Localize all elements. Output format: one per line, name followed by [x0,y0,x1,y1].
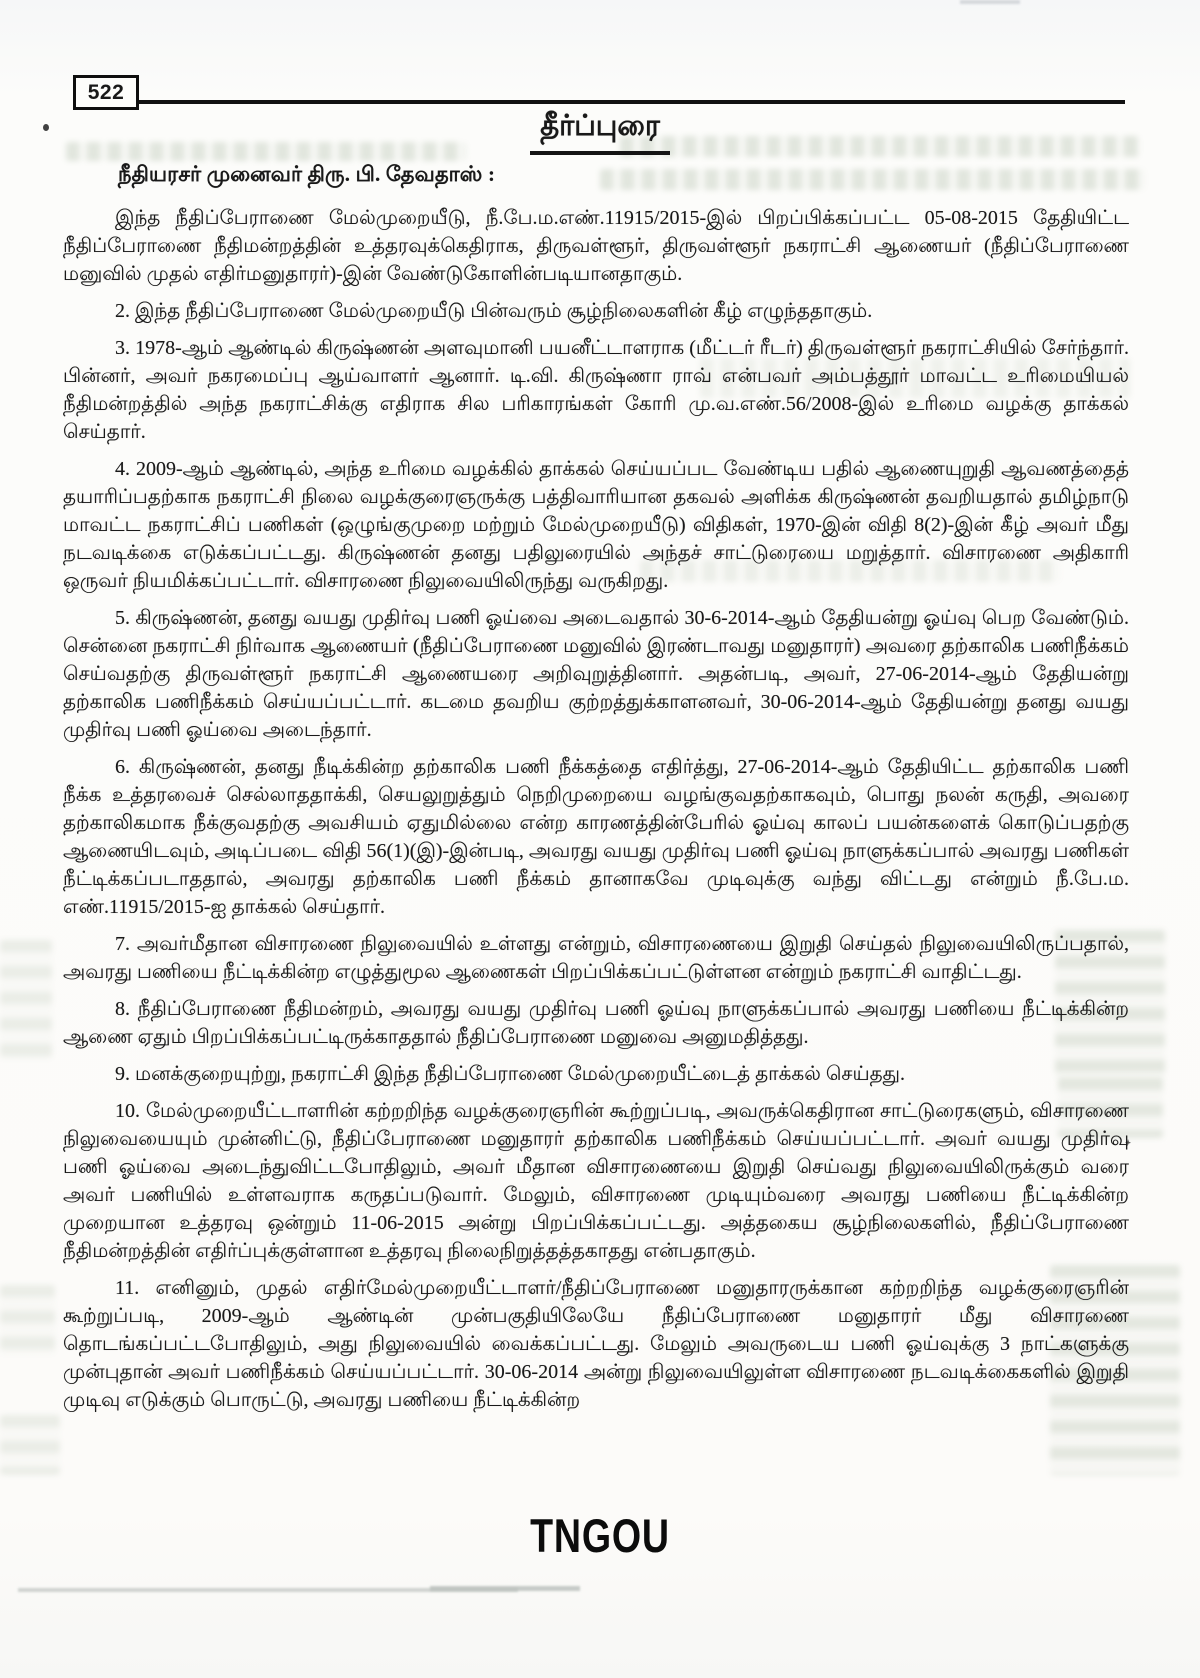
page-number-label: 522 [87,80,125,104]
judgment-paragraph: 6. கிருஷ்ணன், தனது நீடிக்கின்ற தற்காலிக பணி நீக்கத்தை எதிர்த்து, 27-06-2014-ஆம் தேதியிட்ட தற்காலிக பணி நீக்க உத்தரவைச் செல்லாததாக்கி, செயலுறுத்தும் நெறிமுறையை வழங்குவதற்காகவும், பொது நலன் கருதி, அவரை தற்காலிகமாக நீக்குவதற்கு அவசியம் ஏதுமில்லை என்ற காரணத்தின்பேரில் ஓய்வு காலப் பயன்களைக் கொடுப்பதற்கு ஆணையிடவும், அடிப்படை விதி 56(1)(இ)-இன்படி, அவரது வயது முதிர்வு பணி ஓய்வு நாளுக்கப்பால் அவரது பணிகள் நீட்டிக்கப்படாததால், அவரது தற்காலிக பணி நீக்கம் தானாகவே முடிவுக்கு வந்து விட்டது என்றும் நீ.பே.ம. எண்.11915/2015-ஐ தாக்கல் செய்தார். [63,756,1129,918]
judgment-title-row [0,110,1200,155]
judgment-paragraph: 5. கிருஷ்ணன், தனது வயது முதிர்வு பணி ஓய்வை அடைவதால் 30-6-2014-ஆம் தேதியன்று ஓய்வு பெற வேண்டும். சென்னை நகராட்சி நிர்வாக ஆணையர் (நீதிப்பேராணை மனுவில் இரண்டாவது மனுதாரர்) அவரை தற்காலிக பணிநீக்கம் செய்வதற்கு திருவள்ளூர் நகராட்சி ஆணையரை அறிவுறுத்தினார். அதன்படி, அவர், 27-06-2014-ஆம் தேதியன்று தற்காலிக பணிநீக்கம் செய்யப்பட்டார். கடமை தவறிய குற்றத்துக்காளனவர், 30-06-2014-ஆம் தேதியன்று தனது வயது முதிர்வு பணி ஓய்வை அடைந்தார். [63,607,1129,741]
judgment-paragraph: 3. 1978-ஆம் ஆண்டில் கிருஷ்ணன் அளவுமானி பயனீட்டாளராக (மீட்டர் ரீடர்) திருவள்ளூர் நகராட்சியில் சேர்ந்தார். பின்னர், அவர் நகரமைப்பு ஆய்வாளர் ஆனார். டி.வி. கிருஷ்ணா ராவ் என்பவர் அம்பத்தூர் மாவட்ட உரிமையியல் நீதிமன்றத்தில் அந்த நகராட்சிக்கு எதிராக சில பரிகாரங்கள் கோரி மு.வ.எண்.56/2008-இல் உரிமை வழக்கு தாக்கல் செய்தார். [63,337,1129,443]
judgment-paragraph: 8. நீதிப்பேராணை நீதிமன்றம், அவரது வயது முதிர்வு பணி ஓய்வு நாளுக்கப்பால் அவரது பணியை நீட்டிக்கின்ற ஆணை ஏதும் பிறப்பிக்கப்பட்டிருக்காததால் நீதிப்பேராணை மனுவை அனுமதித்தது. [63,998,1129,1048]
bleedthrough-artifact [600,169,1145,190]
judgment-paragraph: 11. எனினும், முதல் எதிர்மேல்முறையீட்டாளர்/நீதிப்பேராணை மனுதாரருக்கான கற்றறிந்த வழக்குரைஞரின் கூற்றுப்படி, 2009-ஆம் ஆண்டின் முன்பகுதியிலேயே நீதிப்பேராணை மனுதாரர் மீது விசாரணை தொடங்கப்பட்டபோதிலும், அது நிலுவையில் வைக்கப்பட்டது. மேலும் அவருடைய பணி ஓய்வுக்கு 3 நாட்களுக்கு முன்புதான் அவர் பணிநீக்கம் செய்யப்பட்டார். 30-06-2014 அன்று நிலுவையிலுள்ள விசாரணை நடவடிக்கைகளில் இறுதி முடிவு எடுக்கும் பொருட்டு, அவரது பணியை நீட்டிக்கின்ற [63,1277,1129,1411]
judge-name-line: நீதியரசர் முனைவர் திரு. பி. தேவதாஸ் : [118,162,496,186]
judgment-paragraph: 10. மேல்முறையீட்டாளரின் கற்றறிந்த வழக்குரைஞரின் கூற்றுப்படி, அவருக்கெதிரான சாட்டுரைகளும், விசாரணை நிலுவையையும் முன்னிட்டு, நீதிப்பேராணை மனுதாரர் தற்காலிக பணிநீக்கம் செய்யப்பட்டார். அவர் வயது முதிர்வு பணி ஓய்வை அடைந்துவிட்டபோதிலும், அவர் மீதான விசாரணையை இறுதி செய்வது நிலுவையிலிருக்கும் வரை அவர் பணியில் உள்ளவராக கருதப்படுவார். மேலும், விசாரணை முடியும்வரை அவரது பணியை நீட்டிக்கின்ற முறையான உத்தரவு ஒன்றும் 11-06-2015 அன்று பிறப்பிக்கப்பட்டது. அத்தகைய சூழ்நிலைகளில், நீதிப்பேராணை நீதிமன்றத்தின் எதிர்ப்புக்குள்ளான உத்தரவு நிலைநிறுத்தத்தகாதது என்பதாகும். [63,1100,1129,1262]
judgment-paragraph: 2. இந்த நீதிப்பேராணை மேல்முறையீடு பின்வரும் சூழ்நிலைகளின் கீழ் எழுந்ததாகும். [115,300,873,322]
judgment-title: தீர்ப்புரை [530,110,670,155]
judgment-paragraph: 9. மனக்குறையுற்று, நகராட்சி இந்த நீதிப்பேராணை மேல்முறையீட்டைத் தாக்கல் செய்தது. [115,1063,905,1085]
bleedthrough-artifact [0,940,52,1060]
tngou-watermark: TNGOU [530,1509,670,1562]
page-number-box [73,75,139,110]
header-rule [73,100,1125,104]
judgment-paragraph: 7. அவர்மீதான விசாரணை நிலுவையில் உள்ளது என்றும், விசாரணையை இறுதி செய்தல் நிலுவையிலிருப்பதால், அவரது பணியை நீட்டிக்கின்ற எழுத்துமூல ஆணைகள் பிறப்பிக்கப்பட்டுள்ளன என்றும் நகராட்சி வாதிட்டது. [63,933,1129,983]
scan-streak-artifact [430,1586,580,1591]
top-smudge-artifact [960,0,1020,4]
judgment-body [63,204,1129,1504]
judgment-paragraph: 4. 2009-ஆம் ஆண்டில், அந்த உரிமை வழக்கில் தாக்கல் செய்யப்பட வேண்டிய பதில் ஆணையுறுதி ஆவணத்தைத் தயாரிப்பதற்காக நகராட்சி நிலை வழக்குரைஞருக்கு பத்திவாரியான தகவல் அளிக்க கிருஷ்ணன் தவறியதால் தமிழ்நாடு மாவட்ட நகராட்சிப் பணிகள் (ஒழுங்குமுறை மற்றும் மேல்முறையீடு) விதிகள், 1970-இன் விதி 8(2)-இன் கீழ் அவர் மீது நடவடிக்கை எடுக்கப்பட்டது. கிருஷ்ணன் தனது பதிலுரையில் அந்தச் சாட்டுரையை மறுத்தார். விசாரணை அதிகாரி ஒருவர் நியமிக்கப்பட்டார். விசாரணை நிலுவையிலிருந்து வருகிறது. [63,458,1129,592]
judgment-paragraph: இந்த நீதிப்பேராணை மேல்முறையீடு, நீ.பே.ம.எண்.11915/2015-இல் பிறப்பிக்கப்பட்ட 05-08-2015 தேதியிட்ட நீதிப்பேராணை நீதிமன்றத்தின் உத்தரவுக்கெதிராக, திருவள்ளூர், திருவள்ளூர் நகராட்சி ஆணையர் (நீதிப்பேராணை மனுவில் முதல் எதிர்மனுதாரர்)-இன் வேண்டுகோளின்படியானதாகும். [63,207,1129,285]
bleedthrough-artifact [0,1415,60,1475]
bleedthrough-artifact [0,1285,55,1355]
